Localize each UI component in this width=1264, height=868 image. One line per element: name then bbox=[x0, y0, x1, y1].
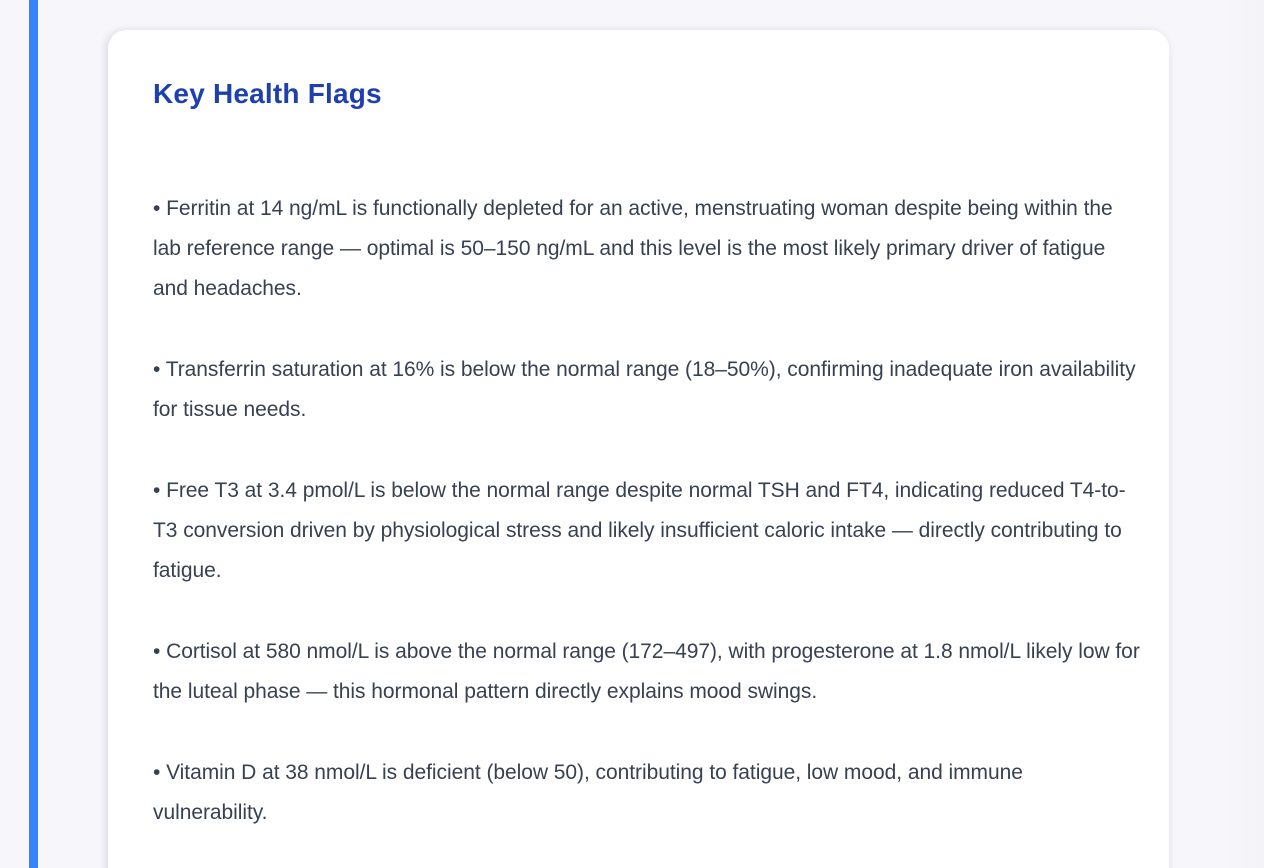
card-title: Key Health Flags bbox=[153, 78, 382, 109]
flag-transferrin-saturation: • Transferrin saturation at 16% is below the normal range (18–50%), confirming inadequate iron availability for tissue needs. bbox=[153, 358, 1136, 421]
flag-vitamin-d: • Vitamin D at 38 nmol/L is deficient (below 50), contributing to fatigue, low mood, and immune vulnerability. bbox=[153, 761, 1023, 824]
flag-ferritin: • Ferritin at 14 ng/mL is functionally depleted for an active, menstruating woman despite being within the lab reference range — optimal is 50–150 ng/mL and this level is the most likely primary driver of fatigue and headaches. bbox=[153, 197, 1113, 300]
health-flags-card bbox=[108, 30, 1169, 868]
flag-free-t3: • Free T3 at 3.4 pmol/L is below the normal range despite normal TSH and FT4, indicating reduced T4-to-T3 conversion driven by physiological stress and likely insufficient caloric intake — directly contributing to fatigue. bbox=[153, 479, 1126, 582]
page-edge-shade bbox=[1224, 0, 1264, 868]
accent-bar bbox=[29, 0, 38, 868]
flag-cortisol: • Cortisol at 580 nmol/L is above the normal range (172–497), with progesterone at 1.8 nmol/L likely low for the luteal phase — this hormonal pattern directly explains mood swings. bbox=[153, 640, 1140, 703]
health-flags-list bbox=[153, 189, 1143, 868]
